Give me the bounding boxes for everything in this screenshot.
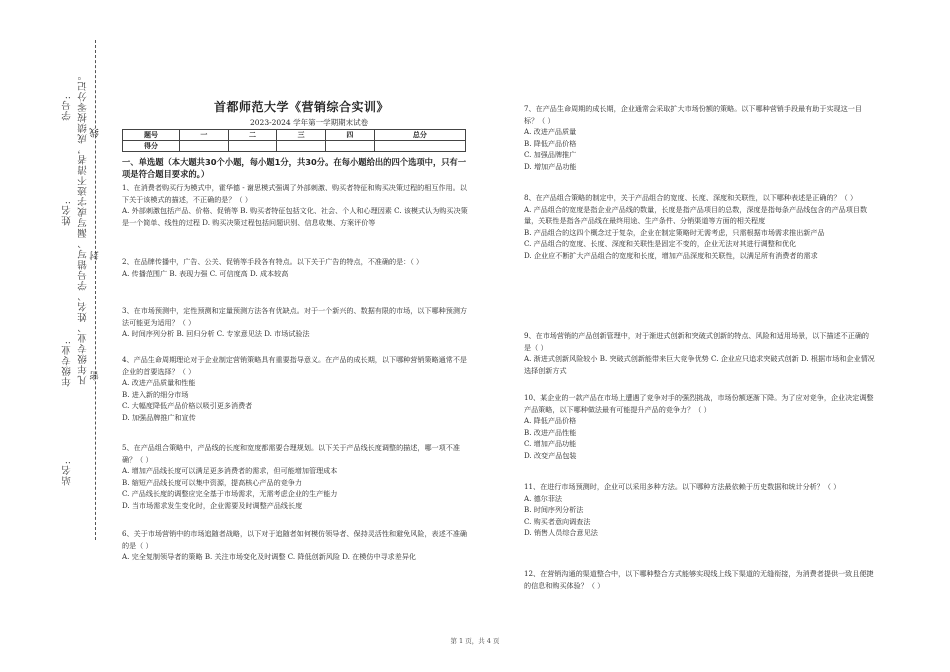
question-11	[524, 481, 876, 539]
question-stem: 7、在产品生命周期的成长期，企业通常会采取扩大市场份额的策略。以下哪种营销手段最有助于实现这一目标？（ ）	[524, 104, 862, 125]
score-cell	[326, 141, 375, 152]
question-8	[524, 192, 876, 262]
question-option: A. 德尔菲法	[524, 493, 563, 503]
question-10	[524, 392, 876, 462]
question-5	[122, 442, 472, 512]
question-option: C. 大幅度降低产品价格以吸引更多消费者	[122, 401, 253, 411]
question-12	[524, 568, 876, 591]
section-title: 一、单选题（本大题共30个小题，每小题1分，共30分。在每小题给出的四个选项中，只有一项是符合题目要求的。）	[122, 157, 467, 179]
question-option: A. 外部刺激包括产品、价格、促销等 B. 购买者特征包括文化、社会、个人和心理因素 C. 该模式认为购买决策是一个简单、线性的过程 D. 购买决策过程包括问题识别、信息收集、方案评价等	[122, 206, 468, 227]
question-option: A. 增加产品线长度可以满足更多消费者的需求，但可能增加管理成本	[122, 466, 338, 476]
question-3	[122, 305, 472, 340]
score-cell: 题号	[123, 130, 180, 141]
binding-warning: 凡年级专业、姓名、学号错写、漏写或字迹不清者，成绩按零分记。	[78, 70, 89, 385]
question-option: A. 降低产品价格	[524, 416, 577, 426]
score-cell: 得分	[123, 141, 180, 152]
grade-label: 年级专业:	[62, 340, 73, 387]
question-stem: 3、在市场预测中，定性预测和定量预测方法各有优缺点。对于一个新兴的、数据有限的市场，以下哪种预测方法可能更为适用？（ ）	[122, 306, 468, 327]
question-option: B. 缩短产品线长度可以集中资源，提高核心产品的竞争力	[122, 477, 302, 487]
question-option: A. 传播范围广 B. 表现力强 C. 可信度高 D. 成本较高	[122, 268, 289, 278]
question-option: B. 进入新的细分市场	[122, 389, 189, 399]
score-table	[122, 129, 466, 152]
question-4	[122, 354, 472, 424]
score-cell: 一	[180, 130, 229, 141]
student-id-label: 学号:	[62, 95, 73, 121]
question-9	[524, 330, 876, 376]
question-6	[122, 528, 472, 563]
question-stem: 9、在市场营销的产品创新管理中，对于渐进式创新和突破式创新的特点、风险和适用场景，以下描述不正确的是（ ）	[524, 331, 870, 352]
question-option: C. 加强品牌推广	[524, 150, 577, 160]
seal-char-xian: 线	[90, 127, 101, 138]
seal-char-mi: 密	[90, 370, 101, 381]
question-option: B. 降低产品价格	[524, 138, 577, 148]
question-stem: 6、关于市场营销中的市场追随者战略，以下对于追随者如何模仿领导者、保持灵活性和避免风险，表述不准确的是（ ）	[122, 529, 468, 550]
page-footer: 第 1 页，共 4 页	[450, 637, 500, 645]
score-cell: 四	[326, 130, 375, 141]
question-option: C. 产品组合的宽度、长度、深度和关联性是固定不变的，企业无法对其进行调整和优化	[524, 239, 797, 249]
question-option: A. 改进产品质量和性能	[122, 378, 196, 388]
question-option: A. 时间序列分析 B. 回归分析 C. 专家意见法 D. 市场试验法	[122, 329, 310, 339]
question-option: C. 产品线长度的调整应完全基于市场需求，无需考虑企业的生产能力	[122, 489, 338, 499]
question-option: B. 时间序列分析法	[524, 505, 584, 515]
question-2	[122, 256, 472, 279]
score-cell: 总分	[374, 130, 465, 141]
question-stem: 12、在营销沟通的渠道整合中，以下哪种整合方式能够实现线上线下渠道的无缝衔接，为消费者提供一致且便捷的信息和购买体验？（ ）	[524, 569, 874, 590]
question-option: D. 加强品牌推广和宣传	[122, 412, 196, 422]
score-table-header-row	[123, 130, 466, 141]
question-option: D. 当市场需求发生变化时，企业需要及时调整产品线长度	[122, 500, 303, 510]
question-option: A. 产品组合的宽度是指企业产品线的数量，长度是指产品项目的总数，深度是指每条产品线包含的产品项目数量，关联性是指各产品线在最终用途、生产条件、分销渠道等方面的相关程度	[524, 204, 868, 226]
question-stem: 2、在品牌传播中，广告、公关、促销等手段各有特点。以下关于广告的特点，不准确的是：（ ）	[122, 257, 424, 266]
exam-title: 首都师范大学《营销综合实训》	[214, 100, 390, 114]
question-option: D. 企业应不断扩大产品组合的宽度和长度，增加产品深度和关联性，以满足所有消费者的需求	[524, 250, 818, 260]
question-option: D. 增加产品功能	[524, 161, 577, 171]
score-cell: 二	[228, 130, 277, 141]
question-stem: 8、在产品组合策略的制定中，关于产品组合的宽度、长度、深度和关联性，以下哪种表述是正确的？（ ）	[524, 193, 858, 202]
score-table-score-row	[123, 141, 466, 152]
question-1	[122, 182, 472, 228]
question-option: D. 销售人员综合意见法	[524, 528, 598, 538]
question-option: C. 购买者意向调查法	[524, 516, 591, 526]
name-label: 姓名:	[62, 200, 73, 226]
question-option: A. 改进产品质量	[524, 127, 577, 137]
score-cell	[277, 141, 326, 152]
question-option: A. 完全复制领导者的策略 B. 关注市场变化及时调整 C. 降低创新风险 D. 在模仿中寻求差异化	[122, 552, 417, 562]
question-7	[524, 103, 876, 173]
question-option: C. 增加产品功能	[524, 439, 577, 449]
binding-dashed-line	[95, 40, 96, 540]
question-stem: 4、产品生命周期理论对于企业制定营销策略具有重要指导意义。在产品的成长期，以下哪种营销策略通常不是企业的首要选择？（ ）	[122, 355, 468, 376]
score-cell	[374, 141, 465, 152]
question-option: B. 产品组合的这四个概念过于复杂，企业在制定策略时无需考虑，只需根据市场需求推出新产品	[524, 227, 825, 237]
question-option: A. 渐进式创新风险较小 B. 突破式创新能带来巨大竞争优势 C. 企业应只追求突破式创新 D. 根据市场和企业情况选择创新方式	[524, 354, 875, 375]
score-cell	[180, 141, 229, 152]
score-cell	[228, 141, 277, 152]
exam-subtitle: 2023-2024 学年第一学期期末试卷	[250, 118, 369, 127]
question-option: B. 改进产品性能	[524, 427, 577, 437]
school-label: 站名:	[62, 460, 73, 486]
question-option: D. 改变产品包装	[524, 450, 577, 460]
question-stem: 1、在消费者购买行为模式中，霍华德 - 谢思模式强调了外部刺激、购买者特征和购买决策过程的相互作用。以下关于该模式的描述，不正确的是？（ ）	[122, 183, 467, 204]
question-stem: 10、某企业的一款产品在市场上遭遇了竞争对手的强烈挑战，市场份额逐渐下降。为了应对竞争，企业决定调整产品策略，以下哪种做法最有可能提升产品的竞争力？（ ）	[524, 393, 874, 414]
question-stem: 5、在产品组合策略中，产品线的长度和宽度都需要合理规划。以下关于产品线长度调整的描述，哪一项不准确？（ ）	[122, 443, 460, 464]
question-stem: 11、在进行市场预测时，企业可以采用多种方法。以下哪种方法最依赖于历史数据和统计分析？（ ）	[524, 482, 841, 491]
seal-char-feng: 封	[90, 250, 101, 261]
score-cell: 三	[277, 130, 326, 141]
